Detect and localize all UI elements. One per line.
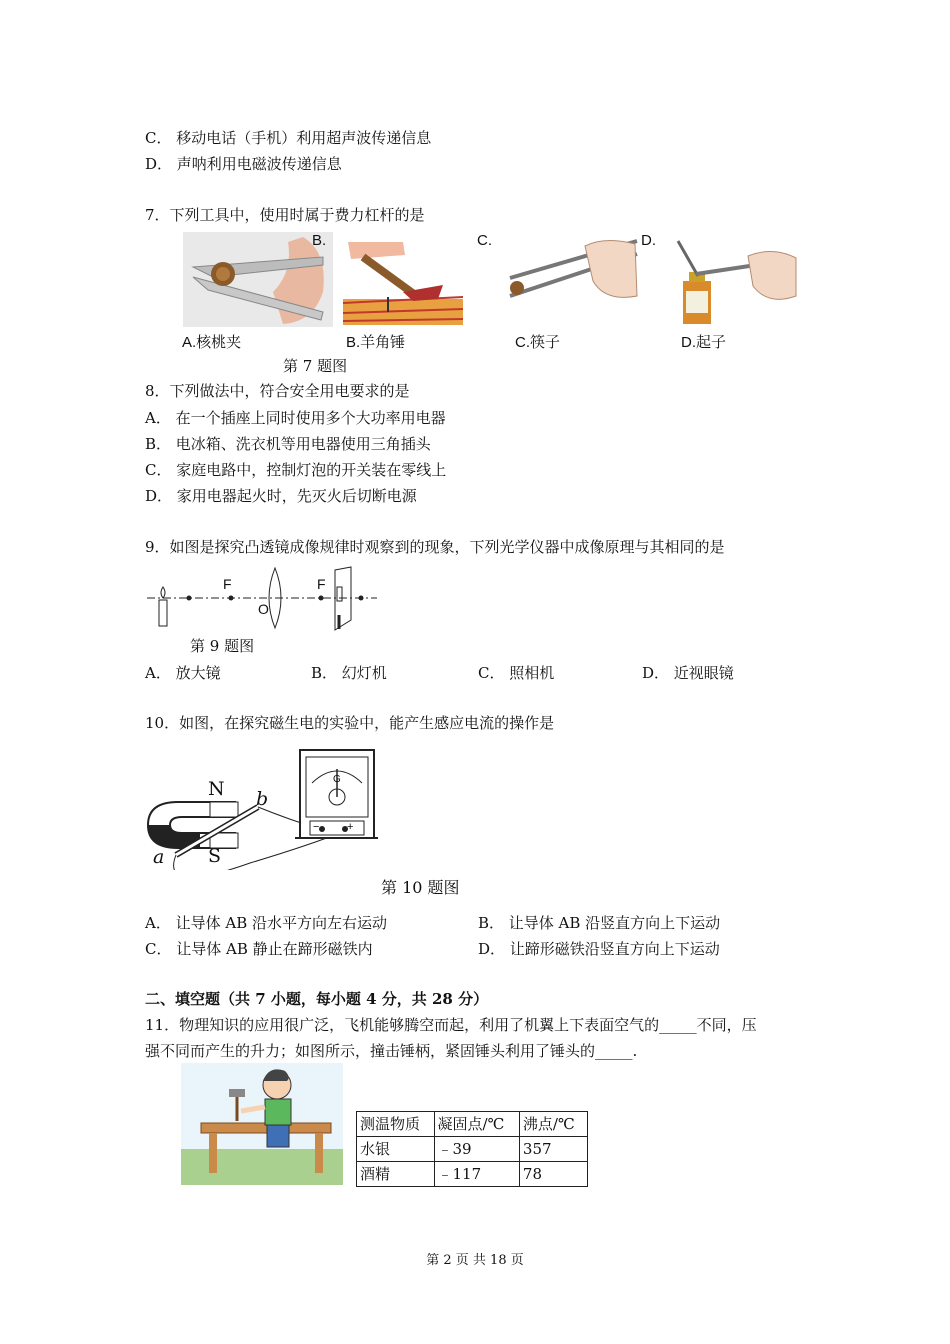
q7-caption-a: A.核桃夹	[182, 334, 242, 351]
q8-option-b: B． 电冰箱、洗衣机等用电器使用三角插头	[145, 435, 431, 453]
q7-figure-caption: 第 7 题图	[283, 357, 348, 375]
q10-label-n: N	[208, 778, 225, 800]
q10-option-d: D． 让蹄形磁铁沿竖直方向上下运动	[478, 940, 720, 958]
q7-label-b: B.	[312, 232, 327, 249]
q7-label-c: C.	[477, 232, 492, 249]
table-header: 沸点/℃	[519, 1112, 587, 1137]
q10-label-minus: −	[313, 821, 320, 833]
q9-label-f2: F	[317, 576, 326, 592]
q10-label-b: b	[256, 788, 269, 810]
q9-option-d: D． 近视眼镜	[642, 664, 734, 682]
q7-label-d: D.	[641, 232, 656, 249]
section2-heading: 二、填空题（共 7 小题，每小题 4 分，共 28 分）	[145, 990, 489, 1008]
walnut-cracker-image	[183, 232, 333, 327]
table-header-row	[357, 1112, 588, 1137]
q6-option-c: C． 移动电话（手机）利用超声波传递信息	[145, 129, 432, 147]
q10-stem: 10．如图，在探究磁生电的实验中，能产生感应电流的操作是	[145, 714, 555, 732]
q10-option-c: C． 让导体 AB 静止在蹄形磁铁内	[145, 940, 373, 958]
table-row	[357, 1137, 588, 1162]
claw-hammer-image	[343, 237, 463, 325]
q11-line2: 强不同而产生的升力；如图所示，撞击锤柄，紧固锤头利用了锤头的_____.	[145, 1042, 638, 1060]
q9-stem: 9．如图是探究凸透镜成像规律时观察到的现象，下列光学仪器中成像原理与其相同的是	[145, 538, 725, 556]
q10-label-s: S	[208, 845, 222, 867]
q9-figure-caption: 第 9 题图	[190, 637, 255, 655]
table-cell: 水银	[357, 1137, 435, 1162]
q9-label-o: O	[258, 601, 269, 617]
bottle-opener-image	[668, 236, 798, 324]
hammer-man-image	[181, 1063, 343, 1185]
chopsticks-image	[505, 236, 640, 306]
q9-label-f1: F	[223, 576, 232, 592]
table-cell: ﹣39	[434, 1137, 519, 1162]
q10-option-b: B． 让导体 AB 沿竖直方向上下运动	[478, 914, 721, 932]
boiling-point-table	[356, 1111, 588, 1187]
q7-caption-d: D.起子	[681, 334, 727, 351]
q9-option-b: B． 幻灯机	[311, 664, 387, 682]
q7-caption-b: B.羊角锤	[346, 334, 406, 351]
q11-line1: 11．物理知识的应用很广泛，飞机能够腾空而起，利用了机翼上下表面空气的_____不同，压	[145, 1016, 757, 1034]
q8-option-d: D． 家用电器起火时，先灭火后切断电源	[145, 487, 417, 505]
q8-option-c: C． 家庭电路中，控制灯泡的开关装在零线上	[145, 461, 447, 479]
q10-option-a: A． 让导体 AB 沿水平方向左右运动	[145, 914, 387, 932]
page-footer: 第 2 页 共 18 页	[426, 1253, 524, 1268]
q10-figure-caption: 第 10 题图	[381, 878, 460, 897]
q8-stem: 8．下列做法中，符合安全用电要求的是	[145, 382, 410, 400]
convex-lens-diagram	[145, 565, 380, 635]
q9-option-c: C． 照相机	[478, 664, 555, 682]
q7-stem: 7．下列工具中，使用时属于费力杠杆的是	[145, 206, 425, 224]
q9-option-a: A． 放大镜	[145, 664, 221, 682]
table-header: 测温物质	[357, 1112, 435, 1137]
table-cell: 357	[519, 1137, 587, 1162]
table-header: 凝固点/℃	[434, 1112, 519, 1137]
table-row	[357, 1162, 588, 1187]
q8-option-a: A． 在一个插座上同时使用多个大功率用电器	[145, 409, 446, 427]
table-cell: 78	[519, 1162, 587, 1187]
table-cell: 酒精	[357, 1162, 435, 1187]
q10-label-g: G	[333, 774, 341, 785]
q10-label-plus: +	[347, 821, 354, 833]
q6-option-d: D． 声呐利用电磁波传递信息	[145, 155, 342, 173]
q7-caption-c: C.筷子	[515, 334, 561, 351]
table-cell: ﹣117	[434, 1162, 519, 1187]
q10-label-a: a	[153, 846, 165, 868]
